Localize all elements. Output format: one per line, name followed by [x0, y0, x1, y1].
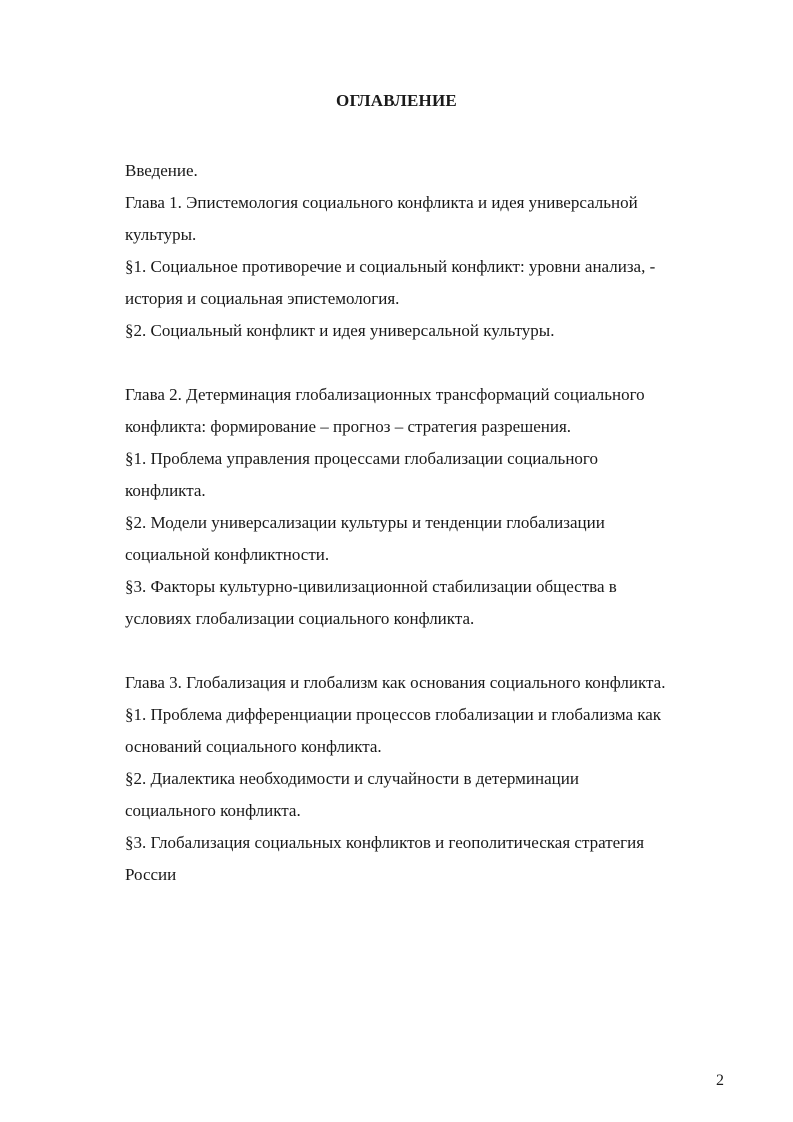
chapter-3-section-3-line-1: §3. Глобализация социальных конфликтов и геополитическая стратегия — [125, 833, 645, 852]
chapter-2-section-2-line-2: социальной конфликтности. — [125, 545, 330, 564]
chapter-3-section-2-line-1: §2. Диалектика необходимости и случайности в детерминации — [125, 769, 579, 788]
page-number: 2 — [716, 1072, 724, 1089]
chapter-2-section-1-line-2: конфликта. — [125, 481, 206, 500]
chapter-1-section-2-line-1: §2. Социальный конфликт и идея универсальной культуры. — [125, 321, 555, 340]
chapter-1-heading-line-1: Глава 1. Эпистемология социального конфликта и идея универсальной — [125, 193, 638, 212]
chapter-2-heading-line-1: Глава 2. Детерминация глобализационных трансформаций социального — [125, 385, 645, 404]
chapter-2-section-1-line-1: §1. Проблема управления процессами глобализации социального — [125, 449, 598, 468]
table-of-contents — [125, 155, 745, 891]
chapter-3-section-3-line-2: России — [125, 865, 177, 884]
chapter-2-heading-line-2: конфликта: формирование – прогноз – стратегия разрешения. — [125, 417, 572, 436]
toc-intro: Введение. — [125, 161, 198, 180]
toc-chapter-3 — [125, 667, 745, 891]
chapter-1-section-1-line-1: §1. Социальное противоречие и социальный конфликт: уровни анализа, - — [125, 257, 656, 276]
chapter-2-section-3-line-2: условиях глобализации социального конфликта. — [125, 609, 475, 628]
toc-chapter-1 — [125, 187, 745, 347]
toc-chapter-2 — [125, 379, 745, 635]
chapter-2-section-3-line-1: §3. Факторы культурно-цивилизационной стабилизации общества в — [125, 577, 617, 596]
chapter-2-section-2-line-1: §2. Модели универсализации культуры и тенденции глобализации — [125, 513, 605, 532]
chapter-1-section-1-line-2: история и социальная эпистемология. — [125, 289, 400, 308]
chapter-3-section-1-line-2: оснований социального конфликта. — [125, 737, 382, 756]
page-title: ОГЛАВЛЕНИЕ — [336, 91, 457, 110]
chapter-3-section-2-line-2: социального конфликта. — [125, 801, 301, 820]
chapter-1-heading-line-2: культуры. — [125, 225, 197, 244]
chapter-3-section-1-line-1: §1. Проблема дифференциации процессов глобализации и глобализма как — [125, 705, 662, 724]
chapter-spacer — [125, 347, 745, 379]
chapter-3-heading-line-1: Глава 3. Глобализация и глобализм как основания социального конфликта. — [125, 673, 666, 692]
chapter-spacer — [125, 635, 745, 667]
